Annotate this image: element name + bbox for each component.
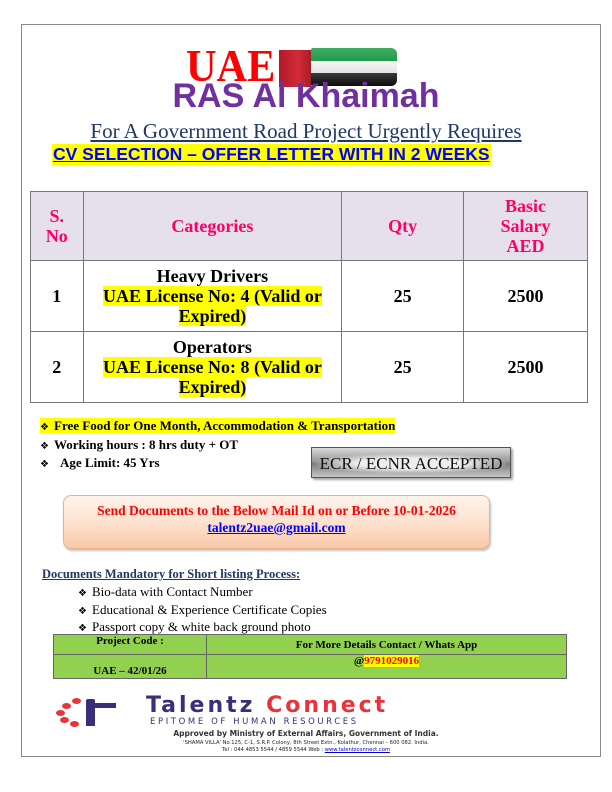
table-row (31, 332, 588, 403)
header-sno: S. No (31, 192, 84, 261)
company-logo (54, 693, 564, 727)
row-category (83, 332, 342, 403)
diamond-bullet-icon: ❖ (40, 440, 49, 452)
list-item: ❖ Age Limit: 45 Yrs (40, 455, 395, 474)
project-line: For A Government Road Project Urgently Requires (90, 119, 522, 143)
row-sno: 1 (31, 261, 84, 332)
ecr-badge: ECR / ECNR ACCEPTED (311, 447, 511, 478)
company-address: 'SHAMA VILLA' No.125, C-1, S.R.P. Colony, 8th Street Extn., Kolathur, Chennai – 600 082. India. Tel : 044 4853 5544 / 4859 5544 Web : www.talentzconnect.com (183, 740, 429, 753)
list-item: ❖ Bio-data with Contact Number (78, 584, 327, 602)
row-category (83, 261, 342, 332)
selection-line-wrap (0, 144, 612, 165)
approval-note: Approved by Ministry of External Affairs, Government of India. (173, 729, 439, 738)
header-qty: Qty (342, 192, 464, 261)
row-sno: 2 (31, 332, 84, 403)
header-category: Categories (83, 192, 342, 261)
row-qty: 25 (342, 261, 464, 332)
row-qty: 25 (342, 332, 464, 403)
documents-list (78, 584, 327, 637)
category-title: Heavy Drivers (156, 266, 269, 286)
list-item: ❖ Passport copy & white back ground photo (78, 619, 327, 637)
submission-box (63, 495, 490, 549)
country-title: UAE (186, 40, 276, 91)
website-link[interactable]: www.talentzconnect.com (324, 747, 390, 753)
email-link[interactable]: talentz2uae@gmail.com (207, 520, 346, 535)
contact-label: For More Details Contact / Whats App (207, 635, 567, 655)
license-requirement: UAE License No: 8 (Valid or Expired) (102, 357, 322, 397)
contact-phone-cell: @9791029016 (207, 655, 567, 679)
diamond-bullet-icon: ❖ (40, 459, 49, 470)
title-row (0, 20, 612, 91)
row-salary: 2500 (463, 332, 587, 403)
project-code-label: Project Code : (54, 635, 207, 655)
list-item: ❖ Educational & Experience Certificate Copies (78, 602, 327, 620)
brand-tagline: EPITOME OF HUMAN RESOURCES (150, 717, 359, 727)
diamond-bullet-icon: ❖ (78, 623, 87, 634)
phone-number[interactable]: 9791029016 (364, 655, 420, 667)
table-row (31, 261, 588, 332)
jobs-table (30, 191, 588, 403)
row-salary: 2500 (463, 261, 587, 332)
project-code: UAE – 42/01/26 (54, 655, 207, 679)
license-requirement: UAE License No: 4 (Valid or Expired) (102, 286, 322, 326)
brand-name: Talentz Connect (146, 693, 389, 718)
city-title: RAS Al Khaimah (172, 77, 440, 115)
diamond-bullet-icon: ❖ (78, 605, 87, 617)
jobs-table-header (31, 192, 588, 261)
selection-line: CV SELECTION – OFFER LETTER WITH IN 2 WEEKS (53, 144, 490, 164)
documents-title: Documents Mandatory for Short listing Process: (42, 567, 301, 581)
contact-table (53, 634, 567, 679)
header-salary: Basic Salary AED (463, 192, 587, 261)
category-title: Operators (172, 337, 252, 357)
list-item: ❖ Free Food for One Month, Accommodation & Transportation (40, 418, 395, 437)
diamond-bullet-icon: ❖ (40, 422, 49, 433)
talentz-logo-icon (54, 697, 116, 727)
diamond-bullet-icon: ❖ (78, 588, 87, 599)
submission-instruction: Send Documents to the Below Mail Id on or Before 10-01-2026 (97, 503, 456, 518)
list-item: ❖ Working hours : 8 hrs duty + OT (40, 437, 395, 456)
